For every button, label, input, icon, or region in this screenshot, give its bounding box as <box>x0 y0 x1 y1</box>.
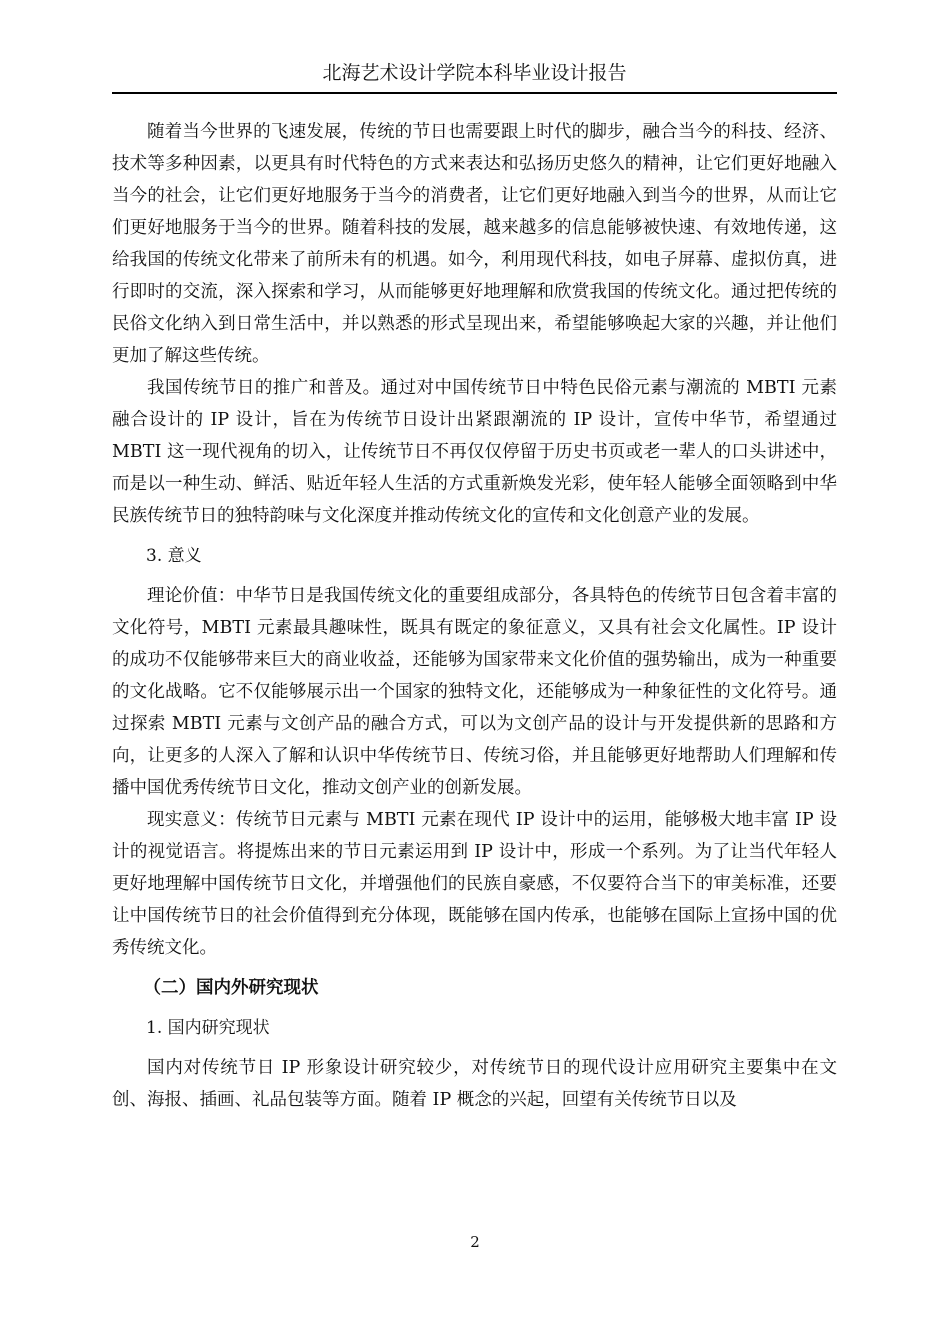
page-number: 2 <box>470 1233 480 1251</box>
running-header: 北海艺术设计学院本科毕业设计报告 <box>322 62 627 84</box>
subheading-significance: 3. 意义 <box>146 546 202 566</box>
paragraph: 理论价值：中华节日是我国传统文化的重要组成部分，各具特色的传统节日包含着丰富的文化符号，MBTI 元素最具趣味性，既具有既定的象征意义，又具有社会文化属性。IP 设计的成功不仅能够带来巨大的商业收益，还能够为国家带来文化价值的强势输出，成为一种重要的文化战略。它不仅能够展示出一个国家的独特文化，还能够成为一种象征性的文化符号。通过探索 MBTI 元素与文创产品的融合方式，可以为文创产品的设计与开发提供新的思路和方向，让更多的人深入了解和认识中华传统节日、传统习俗，并且能够更好地帮助人们理解和传播中国优秀传统节日文化，推动文创产业的创新发展。 <box>112 586 837 798</box>
paragraph: 现实意义：传统节日元素与 MBTI 元素在现代 IP 设计中的运用，能够极大地丰富 IP 设计的视觉语言。将提炼出来的节日元素运用到 IP 设计中，形成一个系列。为了让当代年轻人更好地理解中国传统节日文化，并增强他们的民族自豪感，不仅要符合当下的审美标准，还要让中国传统节日的社会价值得到充分体现，既能够在国内传承，也能够在国际上宣扬中国的优秀传统文化。 <box>112 810 837 958</box>
paragraph: 我国传统节日的推广和普及。通过对中国传统节日中特色民俗元素与潮流的 MBTI 元素融合设计的 IP 设计，旨在为传统节日设计出紧跟潮流的 IP 设计，宣传中华节，希望通过 MBTI 这一现代视角的切入，让传统节日不再仅仅停留于历史书页或老一辈人的口头讲述中，而是以一种生动、鲜活、贴近年轻人生活的方式重新焕发光彩，使年轻人能够全面领略到中华民族传统节日的独特韵味与文化深度并推动传统文化的宣传和文化创意产业的发展。 <box>112 378 837 526</box>
page-body <box>112 116 837 1116</box>
section-heading-research-status: （二）国内外研究现状 <box>143 978 319 998</box>
subheading-domestic-research: 1. 国内研究现状 <box>146 1018 270 1038</box>
header-divider <box>112 92 837 94</box>
paragraph: 国内对传统节日 IP 形象设计研究较少，对传统节日的现代设计应用研究主要集中在文创、海报、插画、礼品包装等方面。随着 IP 概念的兴起，回望有关传统节日以及 <box>112 1058 837 1110</box>
paragraph: 随着当今世界的飞速发展，传统的节日也需要跟上时代的脚步，融合当今的科技、经济、技术等多种因素，以更具有时代特色的方式来表达和弘扬历史悠久的精神，让它们更好地融入当今的社会，让它们更好地服务于当今的消费者，让它们更好地融入到当今的世界，从而让它们更好地服务于当今的世界。随着科技的发展，越来越多的信息能够被快速、有效地传递，这给我国的传统文化带来了前所未有的机遇。如今，利用现代科技，如电子屏幕、虚拟仿真，进行即时的交流，深入探索和学习，从而能够更好地理解和欣赏我国的传统文化。通过把传统的民俗文化纳入到日常生活中，并以熟悉的形式呈现出来，希望能够唤起大家的兴趣，并让他们更加了解这些传统。 <box>112 122 837 366</box>
